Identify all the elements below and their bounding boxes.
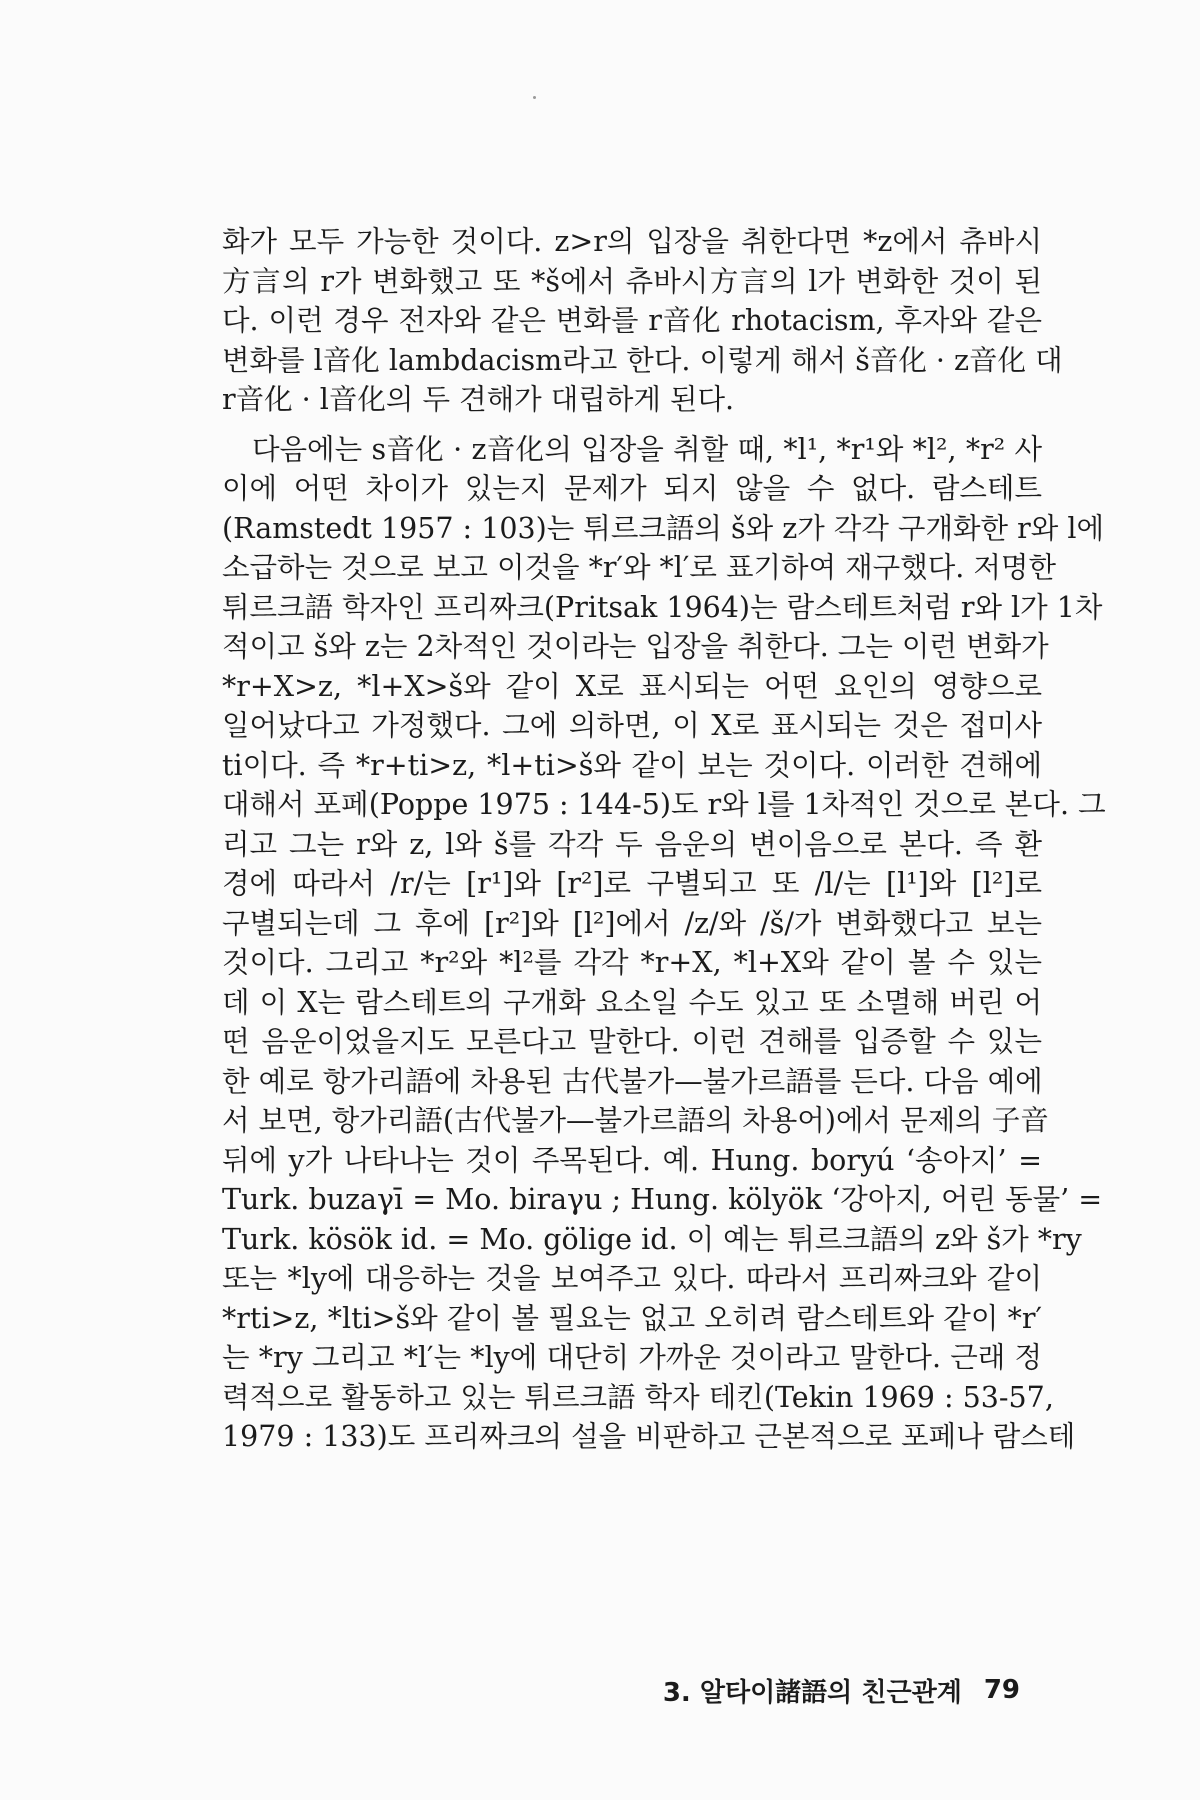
body-text [222, 222, 1106, 1457]
text-line: Turk. buzaγī = Mo. biraγu ; Hung. kölyök ‘강아지, 어린 동물’ = [222, 1183, 1103, 1216]
text-line: 서 보면, 항가리語(古代불가—불가르語의 차용어)에서 문제의 子音 [222, 1104, 1049, 1137]
text-line: 일어났다고 가정했다. 그에 의하면, 이 X로 표시되는 것은 접미사 [222, 709, 1042, 742]
text-line: 떤 음운이었을지도 모른다고 말한다. 이런 견해를 입증할 수 있는 [222, 1025, 1042, 1058]
text-line: 경에 따라서 /r/는 [r¹]와 [r²]로 구별되고 또 /l/는 [l¹]와 [l²]로 [222, 867, 1042, 900]
text-line: 方言의 r가 변화했고 또 *š에서 츄바시方言의 l가 변화한 것이 된 [222, 264, 1042, 298]
paragraph-2 [222, 430, 1106, 1457]
text-line: 대해서 포페(Poppe 1975 : 144-5)도 r와 l를 1차적인 것으로 본다. 그 [222, 788, 1106, 821]
text-line: 력적으로 활동하고 있는 튀르크語 학자 테킨(Tekin 1969 : 53-57, [222, 1380, 1054, 1414]
text-line: 데 이 X는 람스테트의 구개화 요소일 수도 있고 또 소멸해 버린 어 [222, 985, 1042, 1019]
text-line: 다음에는 s音化 · z音化의 입장을 취할 때, *l¹, *r¹와 *l², *r² 사 [252, 432, 1042, 466]
text-line: 뒤에 y가 나타나는 것이 주목된다. 예. Hung. boryú ‘송아지’ = [222, 1143, 1042, 1177]
text-line: 변화를 l音化 lambdacism라고 한다. 이렇게 해서 š音化 · z音化 대 [222, 343, 1063, 377]
paragraph-1 [222, 222, 1063, 420]
text-line: 이에 어떤 차이가 있는지 문제가 되지 않을 수 없다. 람스테트 [222, 472, 1042, 505]
text-line: 소급하는 것으로 보고 이것을 *r′와 *l′로 표기하여 재구했다. 저명한 [222, 551, 1056, 584]
text-line: 다. 이런 경우 전자와 같은 변화를 r音化 rhotacism, 후자와 같은 [222, 304, 1042, 337]
scan-speck [533, 96, 536, 99]
text-line: 또는 *ly에 대응하는 것을 보여주고 있다. 따라서 프리짜크와 같이 [222, 1262, 1042, 1295]
text-line: 구별되는데 그 후에 [r²]와 [l²]에서 /z/와 /š/가 변화했다고 보는 [222, 906, 1042, 940]
text-line: 는 *ry 그리고 *l′는 *ly에 대단히 가까운 것이라고 말한다. 근래 정 [222, 1341, 1042, 1374]
text-line: 화가 모두 가능한 것이다. z>r의 입장을 취한다면 *z에서 츄바시 [222, 225, 1042, 258]
text-line: *r+X>z, *l+X>š와 같이 X로 표시되는 어떤 요인의 영향으로 [222, 669, 1042, 703]
text-line: ti이다. 즉 *r+ti>z, *l+ti>š와 같이 보는 것이다. 이러한 견해에 [222, 748, 1042, 782]
text-line: 적이고 š와 z는 2차적인 것이라는 입장을 취한다. 그는 이런 변화가 [222, 630, 1049, 663]
running-footer [662, 1670, 1020, 1710]
text-line: 한 예로 항가리語에 차용된 古代불가—불가르語를 든다. 다음 예에 [222, 1064, 1043, 1098]
text-line: (Ramstedt 1957 : 103)는 튀르크語의 š와 z가 각각 구개화한 r와 l에 [222, 511, 1104, 545]
text-line: 리고 그는 r와 z, l와 š를 각각 두 음운의 변이음으로 본다. 즉 환 [222, 827, 1042, 861]
chapter-title: 3. 알타이諸語의 친근관계 [662, 1677, 962, 1708]
text-line: r音化 · l音化의 두 견해가 대립하게 된다. [222, 383, 735, 416]
page-number: 79 [983, 1675, 1020, 1705]
text-line: 것이다. 그리고 *r²와 *l²를 각각 *r+X, *l+X와 같이 볼 수 있는 [222, 946, 1042, 979]
text-line: *rti>z, *lti>š와 같이 볼 필요는 없고 오히려 람스테트와 같이 *r′ [222, 1301, 1042, 1335]
text-line: 1979 : 133)도 프리짜크의 설을 비판하고 근본적으로 포페나 람스테 [222, 1420, 1076, 1453]
text-line: Turk. kösök id. = Mo. gölige id. 이 예는 튀르크語의 z와 š가 *ry [222, 1222, 1082, 1256]
text-line: 튀르크語 학자인 프리짜크(Pritsak 1964)는 람스테트처럼 r와 l가 1차 [222, 590, 1103, 624]
